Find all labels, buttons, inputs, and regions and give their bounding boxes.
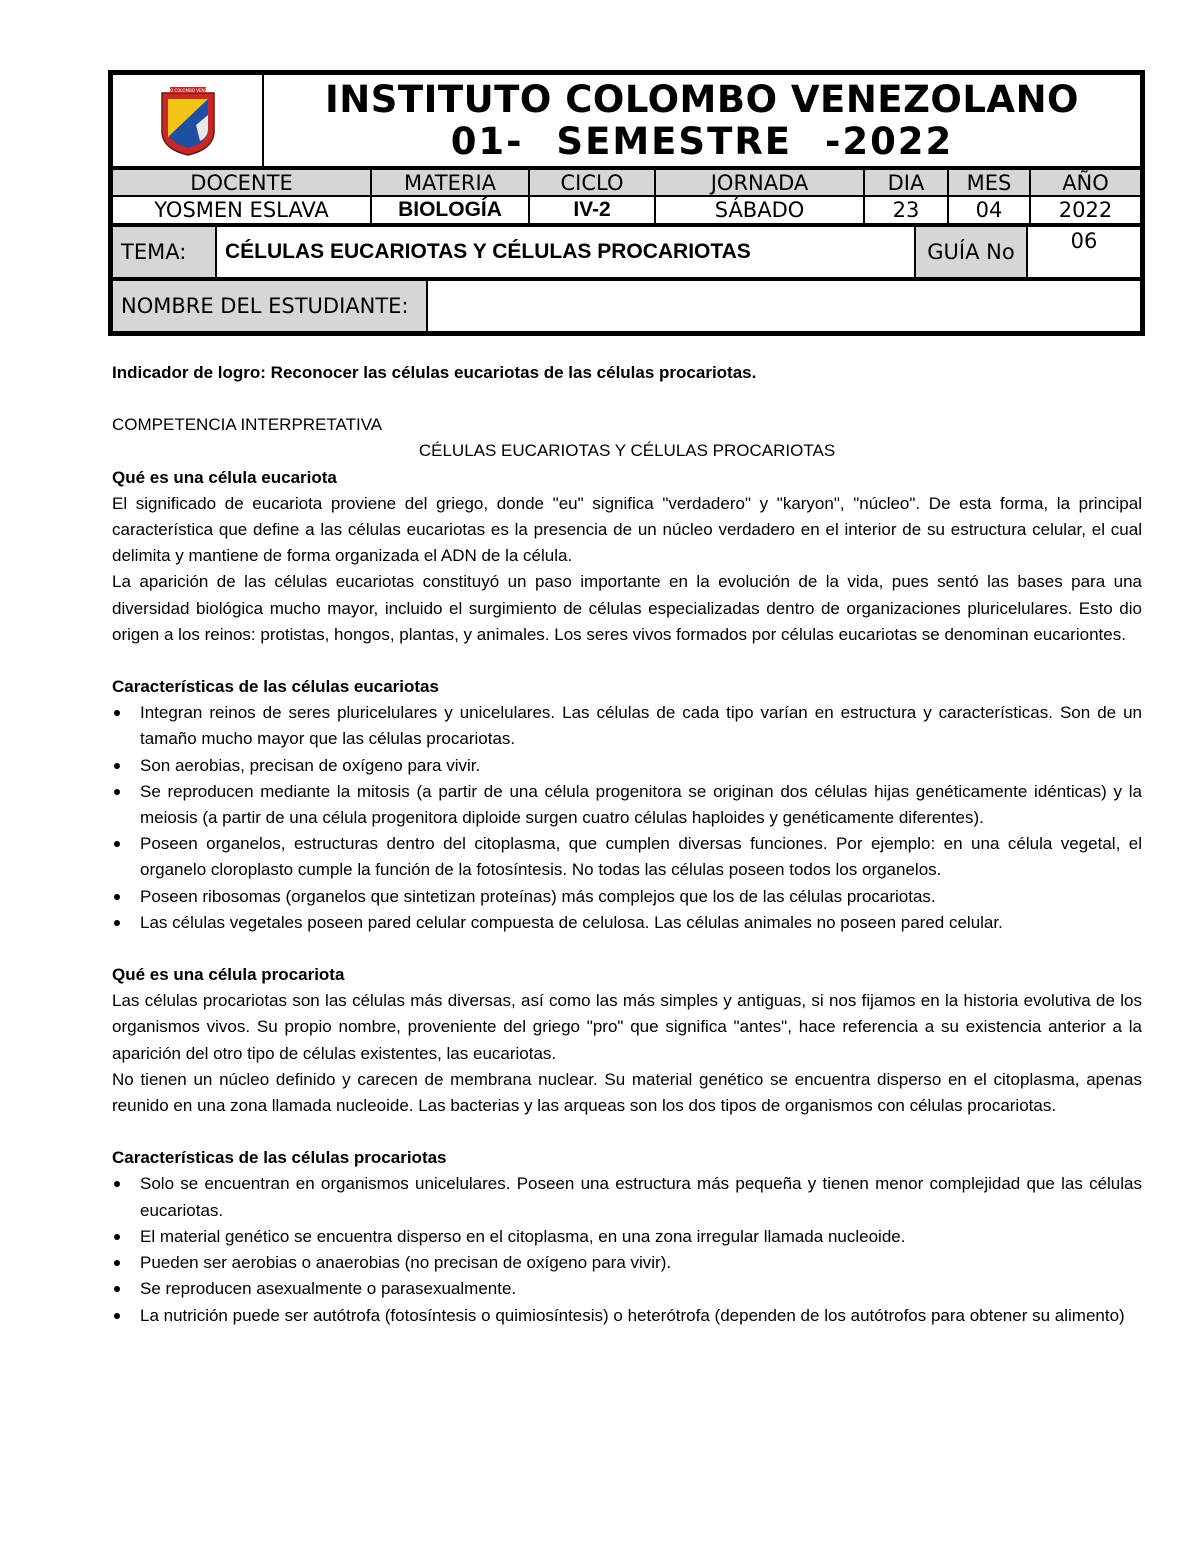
logo-cell bbox=[112, 74, 263, 167]
eukaryote-paragraph-1: El significado de eucariota proviene del griego, donde "eu" significa "verdadero" y "karyon", "núcleo". De esta forma, la principal característica que define a las células eucariotas es la presencia de un núcleo verdadero en el interior de su estructura celular, el cual delimita y mantiene de forma organizada el ADN de la célula. bbox=[112, 493, 1142, 566]
info-table bbox=[111, 168, 1142, 225]
value-mes: 04 bbox=[948, 196, 1030, 224]
document-body bbox=[112, 360, 1142, 1329]
tema-label: TEMA: bbox=[112, 226, 216, 278]
document-header bbox=[108, 70, 1145, 336]
student-table bbox=[111, 279, 1142, 333]
eukaryote-characteristics-heading: Características de las células eucariotas bbox=[112, 677, 439, 697]
list-item: Integran reinos de seres pluricelulares y unicelulares. Las células de cada tipo varían en estructura y características. Son de un tamaño mucho mayor que las células procariotas. bbox=[140, 703, 1142, 749]
list-item: Poseen ribosomas (organelos que sintetizan proteínas) más complejos que los de las células procariotas. bbox=[140, 886, 936, 906]
list-item: Poseen organelos, estructuras dentro del citoplasma, que cumplen diversas funciones. Por ejemplo: en una célula vegetal, el organelo cloroplasto cumple la función de la fotosíntesis. No todas las células poseen todos los organelos. bbox=[140, 834, 1142, 880]
eukaryote-paragraph-2: La aparición de las células eucariotas constituyó un paso importante en la evolución de la vida, pues sentó las bases para una diversidad biológica mucho mayor, incluido el surgimiento de células especializadas dentro de organizaciones pluricelulares. Esto dio origen a los reinos: protistas, hongos, plantas, y animales. Los seres vivos formados por células eucariotas se denominan eucariontes. bbox=[112, 572, 1142, 644]
guia-label: GUÍA No bbox=[915, 226, 1027, 278]
achievement-indicator: Indicador de logro: Reconocer las células eucariotas de las células procariotas. bbox=[112, 363, 757, 382]
prokaryote-paragraph-1: Las células procariotas son las células más diversas, así como las más simples y antiguas, si nos fijamos en la historia evolutiva de los organismos vivos. Su propio nombre, proveniente del griego "pro" que significa "antes", hace referencia a su existencia anterior a la aparición del otro tipo de células existentes, las eucariotas. bbox=[112, 991, 1142, 1063]
school-crest-icon bbox=[151, 85, 224, 157]
value-dia: 23 bbox=[864, 196, 948, 224]
guia-value: 06 bbox=[1027, 226, 1141, 278]
value-ciclo: IV-2 bbox=[529, 196, 655, 224]
list-item: Pueden ser aerobias o anaerobias (no precisan de oxígeno para vivir). bbox=[140, 1253, 672, 1273]
value-materia: BIOLOGÍA bbox=[371, 196, 529, 224]
value-ano: 2022 bbox=[1030, 196, 1141, 224]
tema-table bbox=[111, 225, 1142, 279]
list-item: Solo se encuentran en organismos unicelulares. Poseen una estructura más pequeña y tienen menor complejidad que las células eucariotas. bbox=[140, 1174, 1142, 1220]
label-ano: AÑO bbox=[1030, 169, 1141, 196]
list-item: Se reproducen mediante la mitosis (a partir de una célula progenitora se originan dos células hijas genéticamente idénticas) y la meiosis (a partir de una célula progenitora diploide surgen cuatro células haploides y genéticamente diferentes). bbox=[140, 781, 1142, 828]
label-docente: DOCENTE bbox=[112, 169, 371, 196]
institution-name: INSTITUTO COLOMBO VENEZOLANO bbox=[325, 77, 1079, 121]
label-mes: MES bbox=[948, 169, 1030, 196]
institution-title-cell bbox=[263, 74, 1141, 167]
student-name-field[interactable] bbox=[427, 280, 1141, 332]
tema-value: CÉLULAS EUCARIOTAS Y CÉLULAS PROCARIOTAS bbox=[216, 226, 915, 278]
list-item: El material genético se encuentra disperso en el citoplasma, en una zona irregular llamada nucleoide. bbox=[140, 1226, 906, 1246]
list-item: Las células vegetales poseen pared celular compuesta de celulosa. Las células animales no poseen pared celular. bbox=[140, 912, 1003, 932]
main-title: CÉLULAS EUCARIOTAS Y CÉLULAS PROCARIOTAS bbox=[418, 441, 836, 461]
list-item: La nutrición puede ser autótrofa (fotosíntesis o quimiosíntesis) o heterótrofa (dependen de los autótrofos para obtener su alimento) bbox=[140, 1305, 1125, 1325]
label-materia: MATERIA bbox=[371, 169, 529, 196]
competence-title: COMPETENCIA INTERPRETATIVA bbox=[112, 415, 383, 435]
eukaryote-characteristics-list bbox=[112, 700, 1142, 936]
label-dia: DIA bbox=[864, 169, 948, 196]
semester-title: 01- SEMESTRE -2022 bbox=[450, 119, 954, 163]
eukaryote-heading: Qué es una célula eucariota bbox=[112, 467, 337, 487]
label-jornada: JORNADA bbox=[655, 169, 864, 196]
prokaryote-heading: Qué es una célula procariota bbox=[112, 965, 345, 985]
value-jornada: SÁBADO bbox=[655, 196, 864, 224]
value-docente: YOSMEN ESLAVA bbox=[112, 196, 371, 224]
student-label: NOMBRE DEL ESTUDIANTE: bbox=[112, 280, 427, 332]
prokaryote-paragraph-2: No tienen un núcleo definido y carecen de membrana nuclear. Su material genético se encuentra disperso en el citoplasma, apenas reunido en una zona llamada nucleoide. Las bacterias y las arqueas son los dos tipos de organismos con células procariotas. bbox=[112, 1069, 1142, 1116]
prokaryote-characteristics-heading: Características de las células procariotas bbox=[112, 1148, 447, 1168]
prokaryote-characteristics-list bbox=[112, 1171, 1142, 1328]
list-item: Son aerobias, precisan de oxígeno para vivir. bbox=[140, 755, 481, 775]
title-table bbox=[111, 73, 1142, 168]
list-item: Se reproducen asexualmente o parasexualmente. bbox=[140, 1279, 517, 1299]
logo-text: INSTITUTO COLOMBO VENEZOLANO bbox=[151, 87, 224, 93]
label-ciclo: CICLO bbox=[529, 169, 655, 196]
